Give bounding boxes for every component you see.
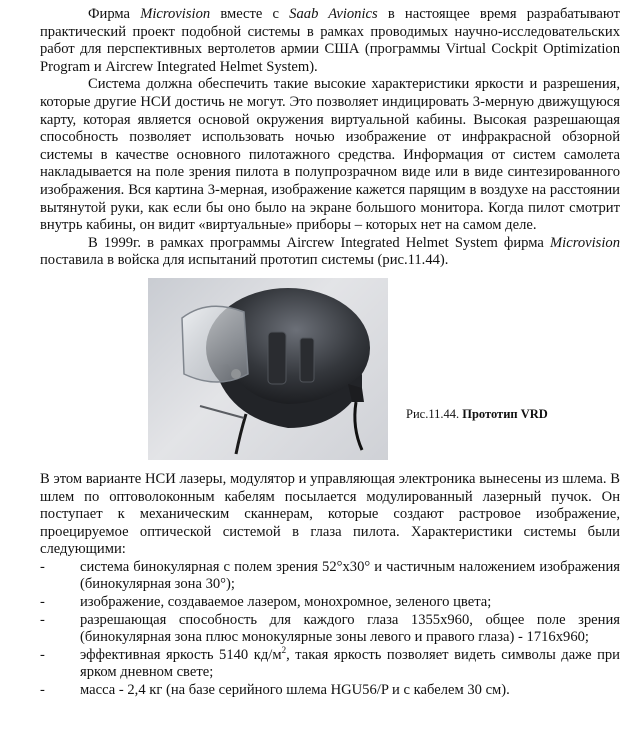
figure-11-44 bbox=[40, 278, 620, 466]
paragraph-system-requirements: Система должна обеспечить такие высокие характеристики яркости и разрешения, которые другие НСИ достичь не могут. Это позволяет индицировать 3-мерную движущуюся карту, которая является основой окружения виртуальной кабины. Высокая разрешающая способность позволяет использовать ночью изображение от инфракрасной обзорной системы в качестве основного пилотажного средства. Информация от систем самолета накладывается на поле зрения пилота в полупрозрачном виде или в виде синтезированного изображения. Вся картина 3-мерная, изображение кажется парящим в воздухе на расстоянии вытянутой руки, как если бы оно было на экране большого монитора. Когда пилот смотрит внутрь кабины, он видит «виртуальные» приборы – которых нет на самом деле. bbox=[40, 76, 620, 234]
paragraph-prototype: В 1999г. в рамках программы Aircrew Integrated Helmet System фирма Microvision поставила в войска для испытаний прототип системы (рис.11.44). bbox=[40, 234, 620, 269]
helmet-illustration bbox=[148, 278, 388, 460]
list-item: - изображение, создаваемое лазером, монохромное, зеленого цвета; bbox=[40, 594, 492, 611]
list-item: - эффективная яркость 5140 $кд/м^2$, такая яркость позволяет видеть символы даже при ярком дневном свете; bbox=[40, 644, 620, 681]
company-name-saab: Saab Avionics bbox=[289, 6, 378, 22]
paragraph-intro: Фирма Microvision вместе с Saab Avionics в настоящее время разрабатывают практический проект подобной системы в рамках проводимых научно-исследовательских работ для перспективных вертолетов армии США (программы Virtual Cockpit Optimization Program и Aircrew Integrated Helmet System). bbox=[40, 6, 620, 75]
vrd-helmet-photo bbox=[148, 278, 388, 460]
paragraph-variant: В этом варианте НСИ лазеры, модулятор и управляющая электроника вынесены из шлема. В шлем по оптоволоконным кабелям посылается модулированный лазерный пучок. Он поступает к механическим сканнерам, которые создают растровое изображение, проецируемое оптической системой в глаза пилота. Характеристики системы были следующими: bbox=[40, 470, 620, 558]
list-dash: - bbox=[40, 558, 45, 575]
document-page bbox=[40, 6, 620, 700]
list-item: - масса - 2,4 кг (на базе серийного шлема HGU56/P и с кабелем 30 см). bbox=[40, 682, 510, 699]
company-name-microvision: Microvision bbox=[140, 6, 211, 22]
list-dash: - bbox=[40, 682, 45, 699]
figure-caption: Рис.11.44. Прототип VRD bbox=[406, 406, 548, 421]
list-item: - система бинокулярная с полем зрения 52°x30° и частичным наложением изображения (бинокулярная зона 30°); bbox=[40, 558, 620, 593]
list-dash: - bbox=[40, 646, 45, 663]
company-name-microvision-2: Microvision bbox=[550, 234, 620, 251]
list-dash: - bbox=[40, 594, 45, 611]
list-dash: - bbox=[40, 611, 45, 628]
list-item: - разрешающая способность для каждого глаза 1355x960, общее поле зрения (бинокулярная зона плюс монокулярные зоны левого и правого глаза) - 1716x960; bbox=[40, 611, 620, 646]
spec-list bbox=[40, 559, 620, 700]
figure-caption-title: Прототип VRD bbox=[462, 406, 548, 421]
